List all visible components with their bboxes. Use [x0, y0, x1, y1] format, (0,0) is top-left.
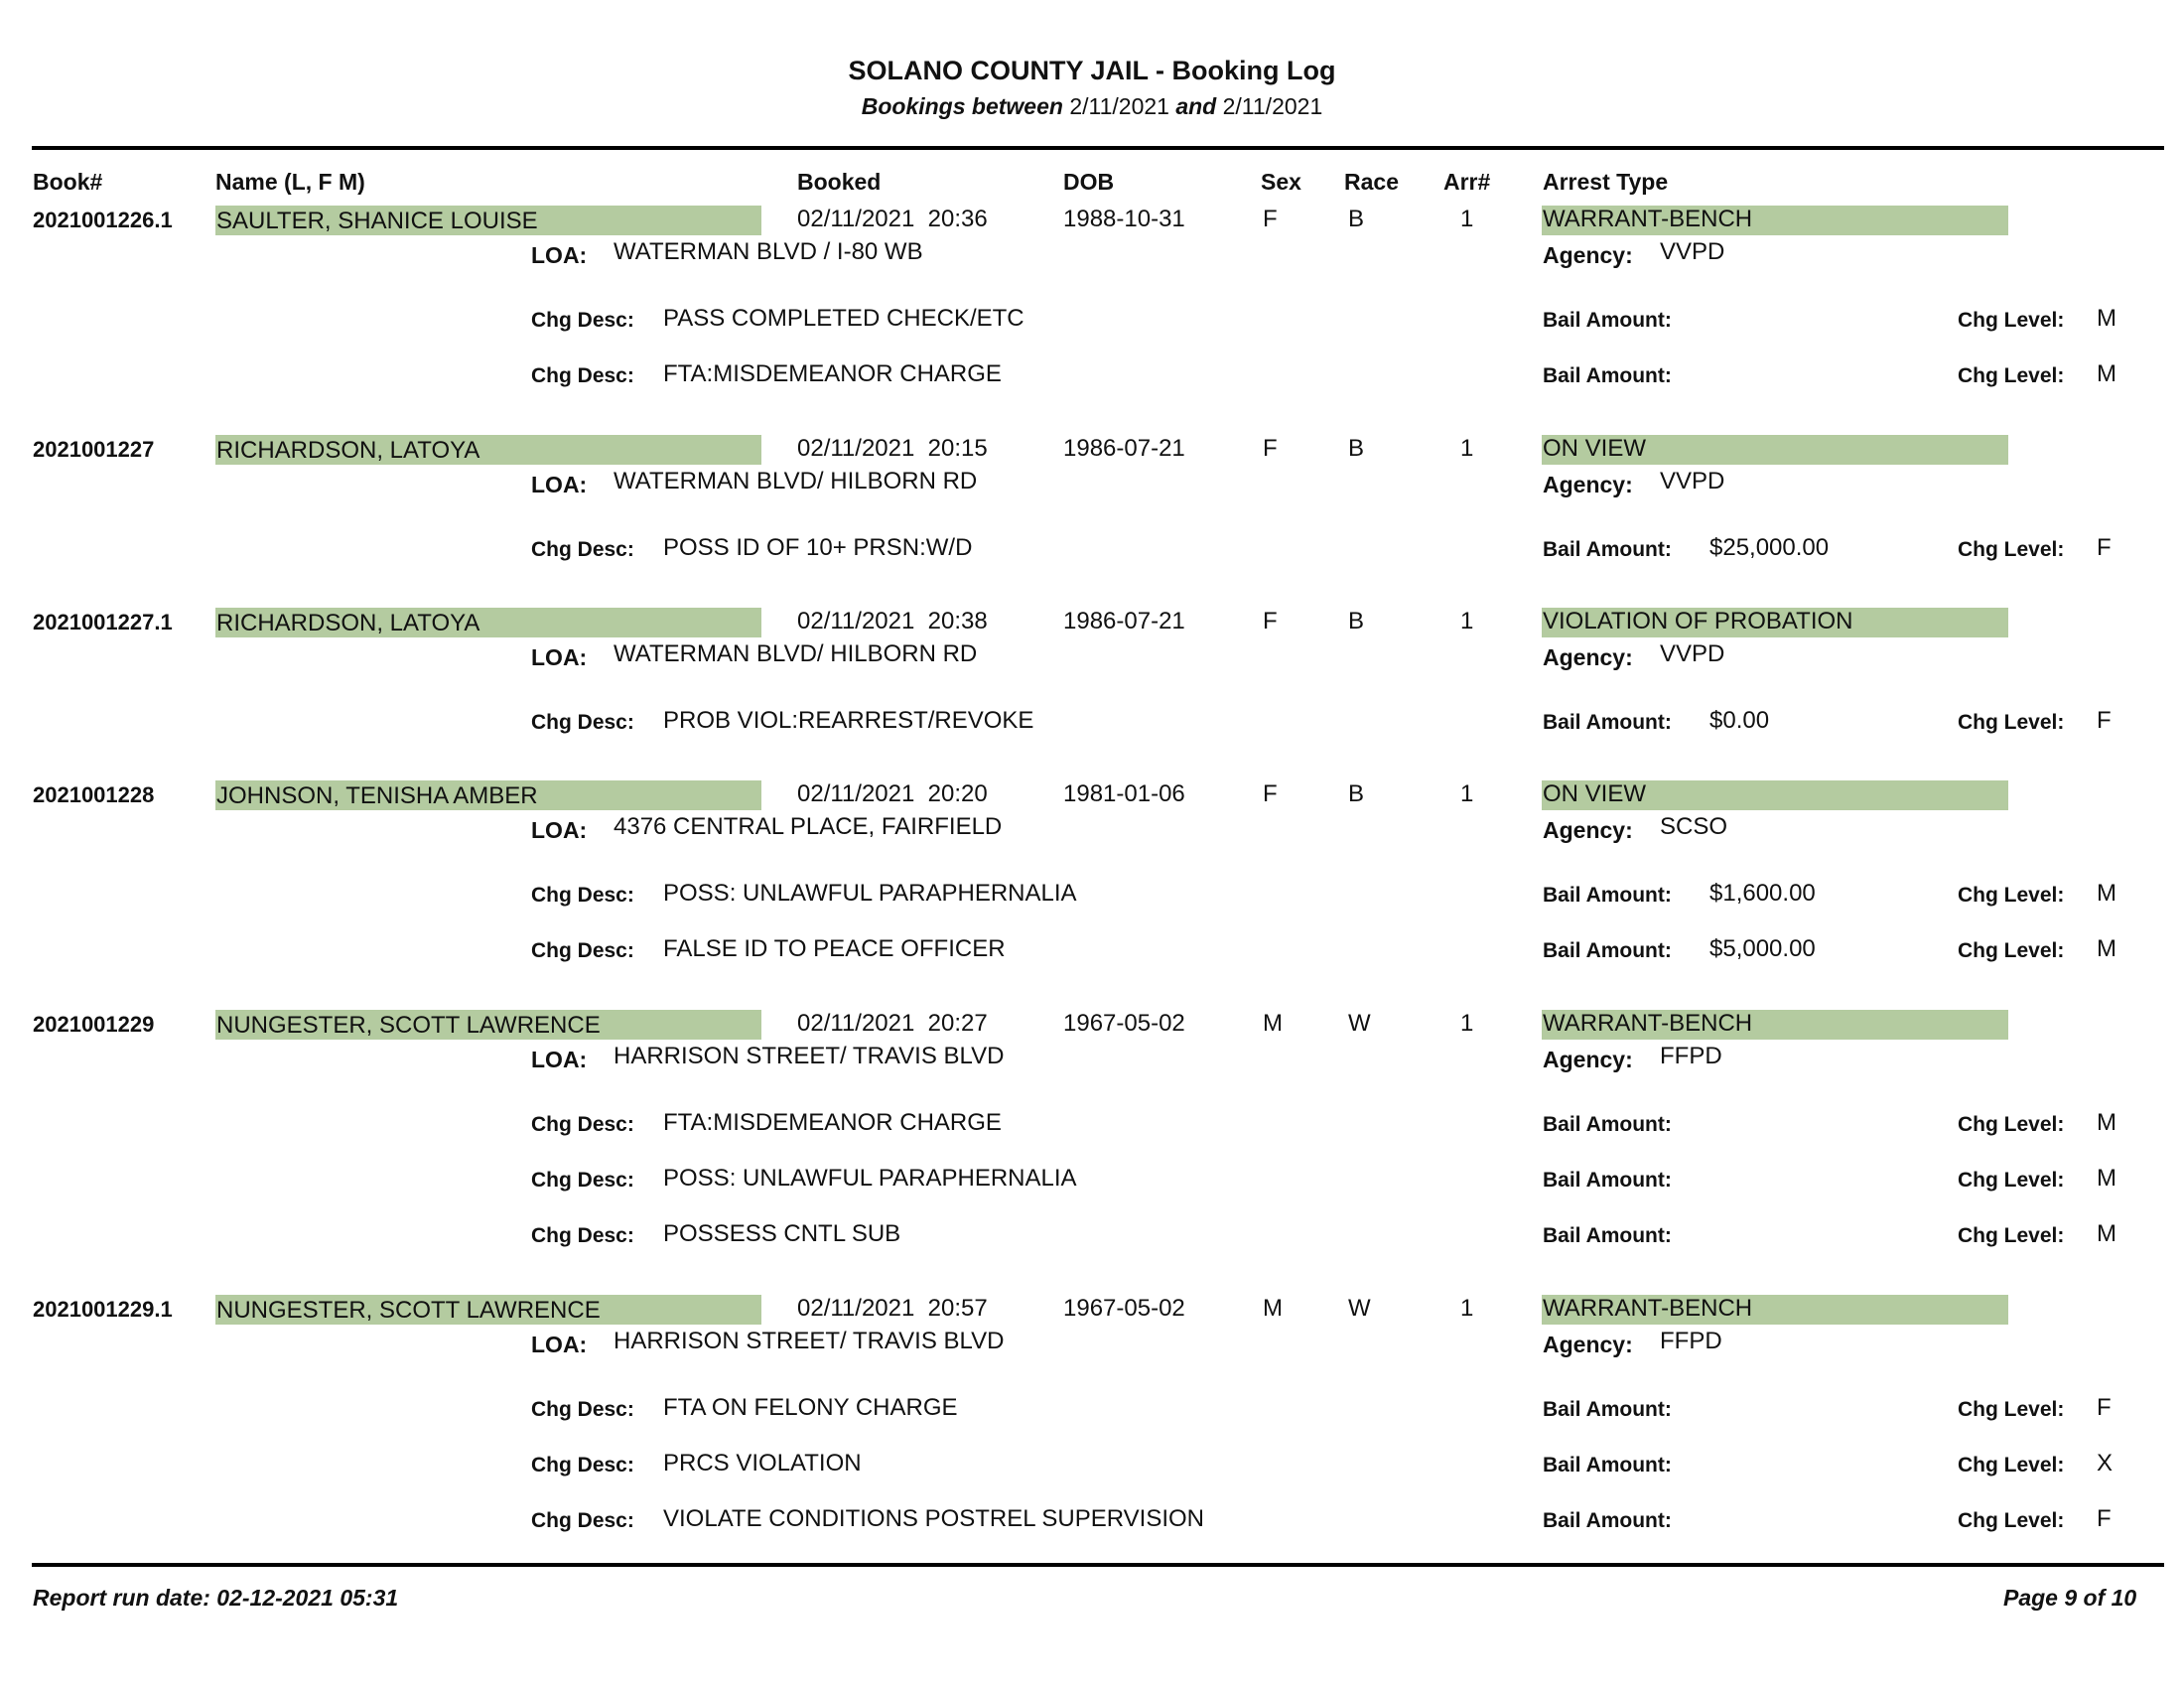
- agency-label: Agency:: [1543, 817, 1633, 843]
- agency-label: Agency:: [1543, 1332, 1633, 1357]
- charge-row: [0, 707, 2184, 737]
- charge-description: FALSE ID TO PEACE OFFICER: [663, 935, 1006, 962]
- chg-level-label: Chg Level:: [1958, 364, 2065, 387]
- booked-datetime: 02/11/2021 20:36: [797, 206, 988, 232]
- agency-value: SCSO: [1660, 813, 1728, 840]
- bail-amount-label: Bail Amount:: [1543, 538, 1672, 561]
- chg-level-label: Chg Level:: [1958, 1398, 2065, 1421]
- charge-description: POSS: UNLAWFUL PARAPHERNALIA: [663, 880, 1077, 907]
- bail-amount: $1,600.00: [1709, 880, 1816, 907]
- charge-row: [0, 1220, 2184, 1250]
- date-from: 2/11/2021: [1069, 93, 1169, 119]
- bail-amount-label: Bail Amount:: [1543, 1398, 1672, 1421]
- charge-level: M: [2097, 1220, 2116, 1247]
- booked-datetime: 02/11/2021 20:15: [797, 435, 988, 462]
- report-run-date: Report run date: 02-12-2021 05:31: [33, 1585, 399, 1611]
- loa-label: LOA:: [531, 1047, 588, 1072]
- charge-row: [0, 1394, 2184, 1424]
- chg-desc-label: Chg Desc:: [531, 884, 634, 907]
- loa-label: LOA:: [531, 472, 588, 497]
- chg-level-label: Chg Level:: [1958, 1224, 2065, 1247]
- dob: 1986-07-21: [1063, 435, 1185, 462]
- book-number: 2021001228: [33, 782, 155, 807]
- charge-level: F: [2097, 707, 2112, 734]
- agency-label: Agency:: [1543, 644, 1633, 670]
- charge-description: FTA:MISDEMEANOR CHARGE: [663, 1109, 1002, 1136]
- chg-desc-label: Chg Desc:: [531, 309, 634, 332]
- loa-value: WATERMAN BLVD/ HILBORN RD: [614, 468, 978, 494]
- arrest-number: 1: [1460, 1295, 1474, 1322]
- charge-level: F: [2097, 1505, 2112, 1532]
- charge-row: [0, 1505, 2184, 1535]
- arrest-number: 1: [1460, 206, 1474, 232]
- report-title: SOLANO COUNTY JAIL - Booking Log: [848, 56, 1336, 85]
- loa-value: HARRISON STREET/ TRAVIS BLVD: [614, 1043, 1005, 1069]
- chg-level-label: Chg Level:: [1958, 309, 2065, 332]
- sex: F: [1263, 206, 1278, 232]
- arrest-type: ON VIEW: [1543, 780, 1647, 807]
- chg-level-label: Chg Level:: [1958, 939, 2065, 962]
- chg-desc-label: Chg Desc:: [531, 1398, 634, 1421]
- race: B: [1348, 435, 1365, 462]
- arrest-type: ON VIEW: [1543, 435, 1647, 462]
- race: B: [1348, 780, 1365, 807]
- sex: F: [1263, 435, 1278, 462]
- chg-desc-label: Chg Desc:: [531, 1169, 634, 1192]
- agency-label: Agency:: [1543, 242, 1633, 268]
- arrest-type: WARRANT-BENCH: [1543, 206, 1753, 232]
- bail-amount-label: Bail Amount:: [1543, 1113, 1672, 1136]
- charge-row: [0, 534, 2184, 564]
- arrest-number: 1: [1460, 608, 1474, 634]
- charge-description: POSS: UNLAWFUL PARAPHERNALIA: [663, 1165, 1077, 1192]
- charge-level: X: [2097, 1450, 2114, 1477]
- arrest-number: 1: [1460, 780, 1474, 807]
- charge-description: PROB VIOL:REARREST/REVOKE: [663, 707, 1034, 734]
- dob: 1967-05-02: [1063, 1295, 1185, 1322]
- charge-level: M: [2097, 935, 2116, 962]
- agency-value: FFPD: [1660, 1328, 1722, 1354]
- charge-level: M: [2097, 305, 2116, 332]
- chg-level-label: Chg Level:: [1958, 538, 2065, 561]
- agency-label: Agency:: [1543, 472, 1633, 497]
- book-number: 2021001229.1: [33, 1297, 173, 1322]
- inmate-name: JOHNSON, TENISHA AMBER: [216, 782, 538, 809]
- loa-label: LOA:: [531, 242, 588, 268]
- bail-amount-label: Bail Amount:: [1543, 1454, 1672, 1477]
- bail-amount-label: Bail Amount:: [1543, 364, 1672, 387]
- sex: M: [1263, 1295, 1283, 1322]
- bail-amount: $0.00: [1709, 707, 1770, 734]
- chg-level-label: Chg Level:: [1958, 1113, 2065, 1136]
- bail-amount-label: Bail Amount:: [1543, 711, 1672, 734]
- charge-row: [0, 360, 2184, 390]
- charge-description: FTA:MISDEMEANOR CHARGE: [663, 360, 1002, 387]
- race: B: [1348, 206, 1365, 232]
- charge-description: POSSESS CNTL SUB: [663, 1220, 901, 1247]
- arrest-type: WARRANT-BENCH: [1543, 1010, 1753, 1037]
- chg-level-label: Chg Level:: [1958, 1454, 2065, 1477]
- dob: 1967-05-02: [1063, 1010, 1185, 1037]
- charge-level: M: [2097, 1109, 2116, 1136]
- chg-desc-label: Chg Desc:: [531, 939, 634, 962]
- col-header-arr: Arr#: [1443, 169, 1491, 195]
- chg-desc-label: Chg Desc:: [531, 1509, 634, 1532]
- bail-amount-label: Bail Amount:: [1543, 884, 1672, 907]
- inmate-name: RICHARDSON, LATOYA: [216, 437, 480, 464]
- bail-amount: $5,000.00: [1709, 935, 1816, 962]
- sex: F: [1263, 608, 1278, 634]
- bail-amount-label: Bail Amount:: [1543, 939, 1672, 962]
- charge-description: PRCS VIOLATION: [663, 1450, 862, 1477]
- book-number: 2021001227: [33, 437, 155, 462]
- book-number: 2021001229: [33, 1012, 155, 1037]
- booked-datetime: 02/11/2021 20:20: [797, 780, 988, 807]
- charge-description: PASS COMPLETED CHECK/ETC: [663, 305, 1024, 332]
- chg-level-label: Chg Level:: [1958, 1509, 2065, 1532]
- loa-value: 4376 CENTRAL PLACE, FAIRFIELD: [614, 813, 1003, 840]
- charge-row: [0, 1450, 2184, 1479]
- footer-rule: [32, 1563, 2164, 1567]
- book-number: 2021001226.1: [33, 208, 173, 232]
- booked-datetime: 02/11/2021 20:38: [797, 608, 988, 634]
- loa-value: WATERMAN BLVD/ HILBORN RD: [614, 640, 978, 667]
- bail-amount-label: Bail Amount:: [1543, 309, 1672, 332]
- charge-level: M: [2097, 1165, 2116, 1192]
- sex: F: [1263, 780, 1278, 807]
- dob: 1988-10-31: [1063, 206, 1185, 232]
- chg-level-label: Chg Level:: [1958, 711, 2065, 734]
- col-header-dob: DOB: [1063, 169, 1115, 195]
- booked-datetime: 02/11/2021 20:27: [797, 1010, 988, 1037]
- book-number: 2021001227.1: [33, 610, 173, 634]
- date-to: 2/11/2021: [1222, 93, 1323, 119]
- subtitle-and: and: [1175, 93, 1217, 119]
- inmate-name: NUNGESTER, SCOTT LAWRENCE: [216, 1012, 601, 1039]
- charge-level: F: [2097, 1394, 2112, 1421]
- charge-row: [0, 1109, 2184, 1139]
- charge-row: [0, 305, 2184, 335]
- booked-datetime: 02/11/2021 20:57: [797, 1295, 988, 1322]
- charge-row: [0, 1165, 2184, 1195]
- race: B: [1348, 608, 1365, 634]
- col-header-sex: Sex: [1261, 169, 1301, 195]
- loa-label: LOA:: [531, 644, 588, 670]
- col-header-name: Name (L, F M): [215, 169, 365, 195]
- page-number: Page 9 of 10: [2003, 1585, 2137, 1611]
- sex: M: [1263, 1010, 1283, 1037]
- bail-amount-label: Bail Amount:: [1543, 1224, 1672, 1247]
- chg-desc-label: Chg Desc:: [531, 711, 634, 734]
- charge-level: F: [2097, 534, 2112, 561]
- loa-value: WATERMAN BLVD / I-80 WB: [614, 238, 923, 265]
- dob: 1981-01-06: [1063, 780, 1185, 807]
- inmate-name: NUNGESTER, SCOTT LAWRENCE: [216, 1297, 601, 1324]
- header-rule: [32, 146, 2164, 150]
- col-header-race: Race: [1344, 169, 1399, 195]
- chg-desc-label: Chg Desc:: [531, 364, 634, 387]
- bail-amount: $25,000.00: [1709, 534, 1830, 561]
- charge-description: FTA ON FELONY CHARGE: [663, 1394, 958, 1421]
- chg-level-label: Chg Level:: [1958, 1169, 2065, 1192]
- charge-level: M: [2097, 360, 2116, 387]
- chg-desc-label: Chg Desc:: [531, 1454, 634, 1477]
- inmate-name: SAULTER, SHANICE LOUISE: [216, 208, 538, 234]
- chg-level-label: Chg Level:: [1958, 884, 2065, 907]
- col-header-arrest-type: Arrest Type: [1543, 169, 1669, 195]
- bail-amount-label: Bail Amount:: [1543, 1169, 1672, 1192]
- report-subtitle: [0, 93, 2184, 120]
- chg-desc-label: Chg Desc:: [531, 1113, 634, 1136]
- charge-description: VIOLATE CONDITIONS POSTREL SUPERVISION: [663, 1505, 1205, 1532]
- col-header-book: Book#: [33, 169, 103, 195]
- race: W: [1348, 1295, 1371, 1322]
- subtitle-prefix: Bookings between: [861, 93, 1063, 119]
- race: W: [1348, 1010, 1371, 1037]
- bail-amount-label: Bail Amount:: [1543, 1509, 1672, 1532]
- loa-label: LOA:: [531, 1332, 588, 1357]
- agency-value: VVPD: [1660, 640, 1725, 667]
- charge-level: M: [2097, 880, 2116, 907]
- loa-label: LOA:: [531, 817, 588, 843]
- chg-desc-label: Chg Desc:: [531, 1224, 634, 1247]
- agency-value: VVPD: [1660, 238, 1725, 265]
- agency-label: Agency:: [1543, 1047, 1633, 1072]
- arrest-type: WARRANT-BENCH: [1543, 1295, 1753, 1322]
- chg-desc-label: Chg Desc:: [531, 538, 634, 561]
- inmate-name: RICHARDSON, LATOYA: [216, 610, 480, 636]
- agency-value: VVPD: [1660, 468, 1725, 494]
- col-header-booked: Booked: [797, 169, 882, 195]
- dob: 1986-07-21: [1063, 608, 1185, 634]
- arrest-number: 1: [1460, 1010, 1474, 1037]
- loa-value: HARRISON STREET/ TRAVIS BLVD: [614, 1328, 1005, 1354]
- arrest-number: 1: [1460, 435, 1474, 462]
- charge-row: [0, 880, 2184, 910]
- arrest-type: VIOLATION OF PROBATION: [1543, 608, 1853, 634]
- agency-value: FFPD: [1660, 1043, 1722, 1069]
- charge-description: POSS ID OF 10+ PRSN:W/D: [663, 534, 973, 561]
- charge-row: [0, 935, 2184, 965]
